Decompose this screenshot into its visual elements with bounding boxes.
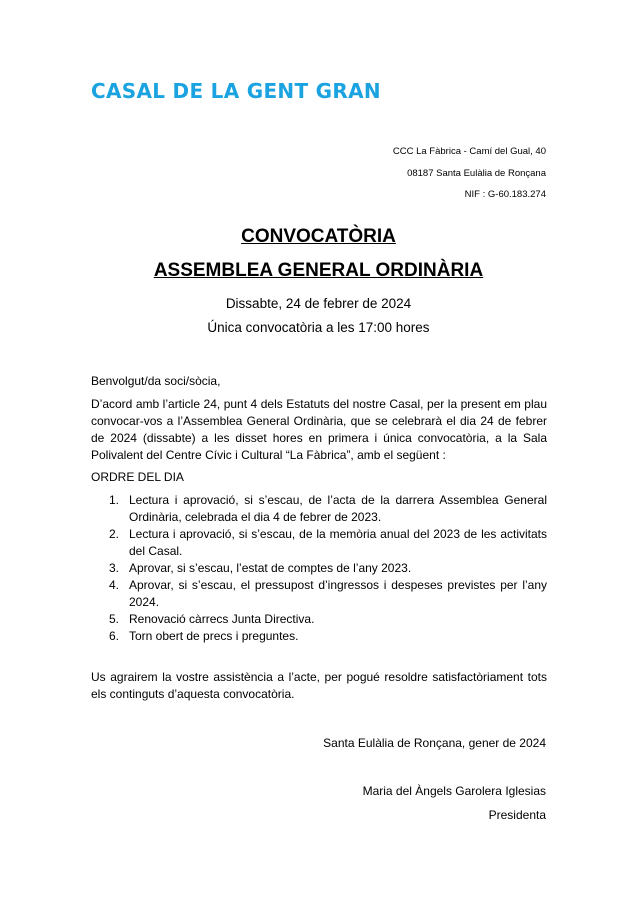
- document-subtitle-title: ASSEMBLEA GENERAL ORDINÀRIA: [153, 260, 484, 281]
- agenda-item-number: 2.: [109, 527, 120, 541]
- address-block: [393, 141, 546, 206]
- agenda-item: [91, 560, 547, 577]
- agenda-item-number: 3.: [109, 561, 120, 575]
- signer-name: Maria del Àngels Garolera Iglesias: [362, 784, 546, 798]
- agenda-item-number: 6.: [109, 629, 120, 643]
- agenda-item-text: Aprovar, si s’escau, el pressupost d’ingressos i despeses previstes per l’any 2024.: [129, 578, 547, 609]
- meeting-time: Única convocatòria a les 17:00 hores: [207, 320, 430, 335]
- organization-name: CASAL DE LA GENT GRAN: [91, 79, 381, 103]
- agenda-item: [91, 492, 547, 526]
- agenda-item: [91, 628, 547, 645]
- agenda-item-text: Renovació càrrecs Junta Directiva.: [129, 612, 315, 626]
- address-line-nif: NIF : G-60.183.274: [464, 189, 546, 200]
- agenda-item: [91, 526, 547, 560]
- place-and-date: Santa Eulàlia de Ronçana, gener de 2024: [323, 736, 546, 750]
- agenda-item: [91, 577, 547, 611]
- agenda-list: [91, 492, 547, 645]
- closing-paragraph: Us agrairem la vostre assistència a l’acte, per pogué resoldre satisfactòriament tots els continguts d’aquesta convocatòria.: [91, 670, 547, 701]
- agenda-item-number: 5.: [109, 612, 120, 626]
- agenda-item-number: 1.: [109, 493, 120, 507]
- meeting-date: Dissabte, 24 de febrer de 2024: [225, 296, 412, 311]
- agenda-item-text: Torn obert de precs i preguntes.: [129, 629, 299, 643]
- agenda-item: [91, 611, 547, 628]
- address-line-street: CCC La Fàbrica - Camí del Gual, 40: [392, 146, 546, 157]
- agenda-item-text: Lectura i aprovació, si s’escau, de l’acta de la darrera Assemblea General Ordinària, celebrada el dia 4 de febrer de 2023.: [129, 493, 547, 524]
- agenda-item-text: Aprovar, si s’escau, l’estat de comptes de l’any 2023.: [129, 561, 412, 575]
- address-line-city: 08187 Santa Eulàlia de Ronçana: [407, 167, 546, 179]
- intro-paragraph: D’acord amb l’article 24, punt 4 dels Estatuts del nostre Casal, per la present em plau convocar-vos a l’Assemblea General Ordinària, que se celebrarà el dia 24 de febrer de 2024 (dissabte) a les disset hores en primera i única convocatòria, a la Sala Polivalent del Centre Cívic i Cultural “La Fàbrica”, amb el següent :: [91, 397, 547, 462]
- agenda-item-text: Lectura i aprovació, si s’escau, de la memòria anual del 2023 de les activitats del Casal.: [129, 527, 547, 558]
- agenda-item-number: 4.: [109, 578, 120, 592]
- greeting: Benvolgut/da soci/sòcia,: [91, 374, 221, 388]
- document-title: CONVOCATÒRIA: [241, 226, 396, 247]
- agenda-title: ORDRE DEL DIA: [91, 470, 184, 484]
- signer-role: Presidenta: [488, 808, 546, 822]
